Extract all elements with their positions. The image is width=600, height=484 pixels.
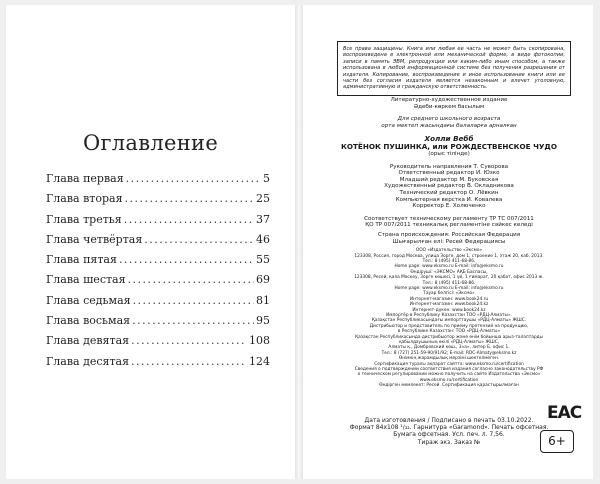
toc-entry-label: Глава пятая xyxy=(46,253,117,267)
origin-list xyxy=(337,232,561,245)
publisher-line: Интернет-магазин: www.book24.ru xyxy=(409,296,489,302)
toc-entry xyxy=(46,273,270,293)
toc-leader-dots xyxy=(132,314,254,327)
publisher-line: 123308, Россия, город Москва, улица Зорге, дом 1, строение 1, этаж 20, каб. 2013. xyxy=(354,253,544,259)
print-info-line: Формат 84x108 ¹/₃₂. Гарнитура «Garamond». Печать офсетная. xyxy=(349,424,549,432)
toc-entry-label: Глава седьмая xyxy=(46,293,131,307)
eac-mark: EAC xyxy=(547,403,582,423)
staff-line: Руководитель направления Т. Суворова xyxy=(389,163,509,170)
toc-entry-page: 81 xyxy=(256,293,270,307)
imprint-block xyxy=(337,97,561,389)
publisher-line: Тел.: 8 (495) 411-68-86. xyxy=(422,280,476,286)
right-page xyxy=(303,5,593,479)
toc-entry-page: 124 xyxy=(249,354,270,368)
age-rating-badge: 6+ xyxy=(540,430,574,453)
publisher-line: 123308, Ресей, қала Мәскеу, Зорге көшесі, 1 үй, 1 ғимарат, 20 қабат, офис 2013 ж. xyxy=(354,275,544,281)
audience-kz: орта мектеп жасындағы балаларға арналған xyxy=(381,122,517,129)
publisher-info xyxy=(337,248,561,389)
toc-leader-dots xyxy=(124,213,254,226)
staff-line: Технический редактор О. Лёвкин xyxy=(399,189,499,196)
toc-leader-dots xyxy=(144,233,254,246)
toc-leader-dots xyxy=(125,192,254,205)
publisher-line: Қазақстан Республикасында дистрибьютор және өнім бойынша арыз-талаптарды xyxy=(355,334,543,340)
toc-entry xyxy=(46,172,270,192)
toc-entry-label: Глава первая xyxy=(46,172,124,185)
book-spine xyxy=(295,5,303,479)
toc-entry-page: 55 xyxy=(256,253,270,267)
compliance-line: Соответствует техническому регламенту ТР ТС 007/2011 xyxy=(364,215,534,222)
toc-entry-label: Глава вторая xyxy=(46,192,123,206)
publisher-line: қабылдаушының өкілі «РДЦ-Алматы» ЖШС, xyxy=(398,340,500,345)
print-info xyxy=(337,417,561,446)
publisher-line: Тел.: 8 (727) 251-59-90/91/92; E-mail: RDC-Almaty@eksmo.kz xyxy=(381,350,517,356)
toc-entry-page: 69 xyxy=(256,273,270,287)
publisher-line: в Республике Казахстан: ТОО «РДЦ-Алматы» xyxy=(397,329,501,335)
toc-leader-dots xyxy=(128,273,254,286)
book-author: Холли Вебб xyxy=(424,134,474,144)
publisher-line: www.eksmo.ru/certification xyxy=(419,377,479,383)
print-info-line: Бумага офсетная. Усл. печ. л. 7,56. xyxy=(393,431,505,439)
publisher-line: Өндірген мемлекет: Ресей. Сертификация қарастырылмаған xyxy=(379,383,519,389)
compliance-line: ҚО ТР 007/2011 техникалық регламентіне сәйкес келеді xyxy=(365,222,533,229)
staff-line: Художественный редактор В. Окладникова xyxy=(384,183,514,190)
publisher-line: Алматы қ., Домбровский көш., 3«а», литер Б, офис 1. xyxy=(388,345,510,351)
toc-entry xyxy=(46,355,270,375)
toc-entry xyxy=(46,213,270,233)
toc-title: Оглавление xyxy=(82,131,219,155)
toc-entry-page: 37 xyxy=(256,212,270,226)
staff-line: Корректор Е. Холюченко xyxy=(412,203,486,210)
toc-entry-label: Глава девятая xyxy=(46,334,130,348)
publisher-line: Home page: www.eksmo.ru E-mail: info@eksmo.ru xyxy=(394,264,504,270)
toc-leader-dots xyxy=(131,334,247,347)
toc-entry xyxy=(46,334,270,354)
publisher-line: Дистрибьютор и представитель по приему претензий на продукцию, xyxy=(369,323,529,329)
toc-entry-label: Глава шестая xyxy=(46,273,126,287)
toc-leader-dots xyxy=(126,172,261,185)
genre-kz: Әдеби-көркем басылым xyxy=(413,103,485,110)
toc-entry xyxy=(46,233,270,253)
publisher-line: Сведения о подтверждении соответствия издания согласно законодательству РФ xyxy=(354,367,544,373)
publisher-line: Өнімнің жарамдылық мерзімі шектелмеген. xyxy=(398,356,500,362)
publisher-line: Тауар белгісі: «Эксмо» xyxy=(423,291,475,297)
toc-entry-label: Глава десятая xyxy=(46,354,130,368)
toc-entry xyxy=(46,192,270,212)
toc-list xyxy=(46,172,270,375)
print-info-line: Тираж экз. Заказ № xyxy=(417,438,481,446)
publisher-line: Интернет-магазин: www.book24.kz xyxy=(409,302,489,308)
toc-entry-page: 25 xyxy=(256,192,270,206)
origin-line: Шығарылған елі: Ресей Федерациясы xyxy=(392,238,506,245)
publisher-line: Қазақстан Республикасындағы импорттаушы «РДЦ-Алматы» ЖШС. xyxy=(371,318,527,324)
publisher-line: Өндіруші: «ЭКСМО» АҚБ Баспасы, xyxy=(410,269,488,275)
toc-leader-dots xyxy=(131,355,247,368)
toc-entry-label: Глава третья xyxy=(46,212,122,226)
compliance-list xyxy=(337,216,561,229)
publisher-line: Home page: www.eksmo.ru E-mail: info@eksmo.ru xyxy=(394,285,504,291)
left-page xyxy=(6,5,295,479)
rights-notice: Все права защищены. Книга или любая ее часть не может быть скопирована, воспроизведена в электронной или механической форме, в виде фотокопии, записи в память ЭВМ, репродукции или каким-либо иным способом, а также использована в любой информационной системе без получения разрешения от издателя. Копирование, воспроизведение и иное использование книги или ее части без согласия издателя является незаконным и влечет уголовную, административную и гражданскую ответственность. xyxy=(337,41,571,96)
toc-entry-page: 95 xyxy=(256,314,270,328)
staff-list xyxy=(337,164,561,210)
toc-entry xyxy=(46,253,270,273)
language-note: (орыс тілінде) xyxy=(428,150,470,157)
origin-line: Страна происхождения: Российская Федерация xyxy=(377,231,521,238)
publisher-line: Интернет-дүкен: www.book24.kz xyxy=(412,307,486,313)
publisher-line: ООО «Издательство «Эксмо» xyxy=(415,248,483,254)
print-info-line: Дата изготовления / Подписано в печать 03.10.2022. xyxy=(364,417,534,424)
toc-entry-label: Глава четвёртая xyxy=(46,232,143,246)
toc-entry xyxy=(46,314,270,334)
publisher-line: Импортёр в Республику Казахстан ТОО «РДЦ-Алматы». xyxy=(386,312,512,318)
audience-ru: Для среднего школьного возраста xyxy=(397,116,501,123)
staff-line: Ответственный редактор И. Юзко xyxy=(398,170,500,177)
toc-entry xyxy=(46,294,270,314)
toc-entry-label: Глава восьмая xyxy=(46,314,131,328)
publisher-line: Тел.: 8 (495) 411-68-86. xyxy=(422,258,476,264)
staff-line: Компьютерная верстка И. Ковалева xyxy=(395,196,503,203)
toc-entry-page: 46 xyxy=(256,232,270,246)
staff-line: Младший редактор М. Буковская xyxy=(399,176,499,183)
toc-leader-dots xyxy=(133,294,254,307)
publisher-line: Сертификация туралы ақпарат сайтта: www.eksmo.ru/certification xyxy=(374,361,524,367)
toc-entry-page: 108 xyxy=(249,334,270,348)
toc-entry-page: 5 xyxy=(263,172,270,185)
publisher-line: о техническом регулировании можно получить на сайте Издательства «Эксмо» xyxy=(357,372,541,378)
book-title: КОТЁНОК ПУШИНКА, или РОЖДЕСТВЕНСКОЕ ЧУДО xyxy=(341,141,557,151)
genre-ru: Литературно-художественное издание xyxy=(390,97,508,103)
toc-leader-dots xyxy=(119,253,254,266)
